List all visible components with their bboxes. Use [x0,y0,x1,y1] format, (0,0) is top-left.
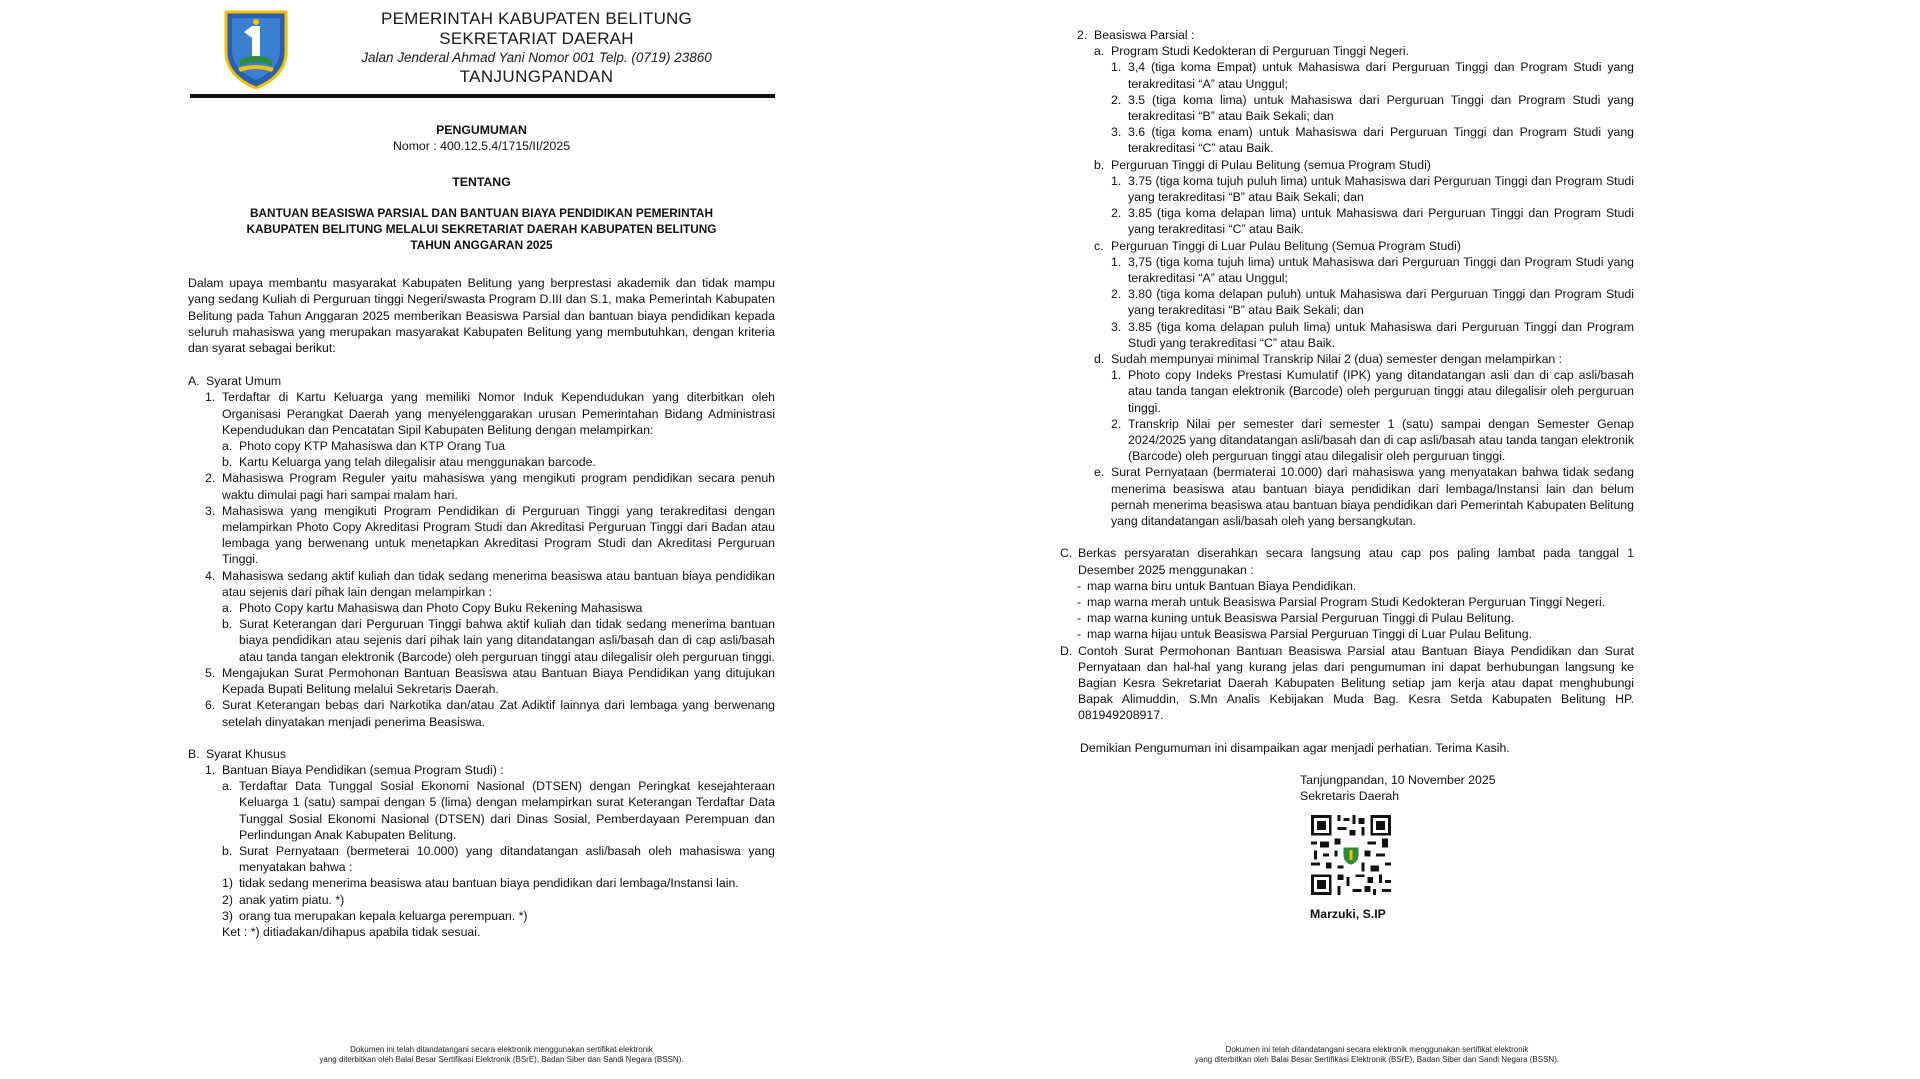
list-item: 3. Mahasiswa yang mengikuti Program Pendidikan di Perguruan Tinggi yang terakreditasi dengan melampirkan Photo Copy Akreditasi Program Studi dan Akreditasi Perguruan Tinggi dari Badan atau lembaga yang berwenang untuk menetapkan Akreditasi Program Studi dan Akreditasi Perguruan Tinggi. [205,503,775,567]
document-page-left [188,0,775,1079]
letterhead-office: SEKRETARIAT DAERAH [439,29,634,48]
list-item: 6. Surat Keterangan bebas dari Narkotika dan/atau Zat Adiktif lainnya dari lembaga yang berwenang setelah dinyatakan menjadi penerima Beasiswa. [205,698,775,729]
announcement-about: TENTANG [452,175,511,190]
list-item: 1. 3.75 (tiga koma tujuh puluh lima) untuk Mahasiswa dari Perguruan Tinggi dan Program Studi yang terakreditasi “B” atau Baik Sekali; dan [1111,173,1634,205]
list-item: c. Perguruan Tinggi di Luar Pulau Belitung (Semua Program Studi) [1094,238,1461,253]
regency-crest-icon [222,8,290,90]
qr-code-signature-icon [1308,812,1394,898]
list-item: a. Program Studi Kedokteran di Perguruan Tinggi Negeri. [1094,44,1410,59]
closing-place-date: Tanjungpandan, 10 November 2025 [1300,772,1496,787]
letterhead-city: TANJUNGPANDAN [459,67,614,86]
list-item: 1) tidak sedang menerima beasiswa atau bantuan biaya pendidikan dari lembaga/Instansi lain. [222,876,739,891]
list-item: 2. 3.80 (tiga koma delapan puluh) untuk Mahasiswa dari Perguruan Tinggi dan Program Studi yang terakreditasi “B” atau Baik Sekali; dan [1111,287,1634,318]
footer-line-1: Dokumen ini telah ditandatangani secara elektronik menggunakan sertifikat elektronik [1225,1045,1529,1054]
letterhead-text [298,9,775,87]
list-item: - map warna kuning untuk Beasiswa Parsial Perguruan Tinggi di Pulau Belitung. [1077,611,1515,626]
list-item: a. Photo Copy kartu Mahasiswa dan Photo Copy Buku Rekening Mahasiswa [222,601,643,616]
list-item: 1. 3,75 (tiga koma tujuh lima) untuk Mahasiswa dari Perguruan Tinggi dan Program Studi yang terakreditasi “A” atau Unggul; [1111,254,1634,286]
letterhead [188,0,775,92]
list-item: 3. 3.6 (tiga koma enam) untuk Mahasiswa dari Perguruan Tinggi dan Program Studi yang terakreditasi “C” atau Baik. [1111,125,1634,156]
list-item: b. Surat Keterangan dari Perguruan Tinggi bahwa aktif kuliah dan tidak sedang menerima bantuan biaya pendidikan atau sejenis dari pihak lain yang ditandatangan asli/basah dan di cap asli/basah atau tanda tangan elektronik (Barcode) oleh perguruan tinggi atau dilegalisir oleh perguruan tinggi. [222,617,775,664]
announcement-subject-1: BANTUAN BEASISWA PARSIAL DAN BANTUAN BIAYA PENDIDIKAN PEMERINTAH [250,205,713,220]
list-item: 1. Terdaftar di Kartu Keluarga yang memiliki Nomor Induk Kependudukan yang diterbitkan oleh Organisasi Perangkat Daerah yang menyelenggarakan urusan Pemerintahan Bidang Administrasi Kependudukan dan Pencatatan Sipil Kabupaten Belitung dengan melampirkan: [205,390,775,437]
footer-line-2: yang diterbitkan oleh Balai Besar Sertifikasi Elektronik (BSrE), Badan Siber dan Sandi Negara (BSSN). [1194,1055,1560,1064]
section-b-heading: B. Syarat Khusus [188,746,286,761]
closing-text: Demikian Pengumuman ini disampaikan agar menjadi perhatian. Terima Kasih. [1080,740,1510,755]
e-signature-footer [228,1045,775,1065]
list-item: b. Perguruan Tinggi di Pulau Belitung (semua Program Studi) [1094,157,1431,172]
list-item: 4. Mahasiswa sedang aktif kuliah dan tidak sedang menerima beasiswa atau bantuan biaya pendidikan atau sejenis dari pihak lain dengan melampirkan : [205,568,775,599]
section-a-heading: A. Syarat Umum [188,374,282,389]
list-item: 1. Bantuan Biaya Pendidikan (semua Program Studi) : [205,762,504,777]
announcement-subject-3: TAHUN ANGGARAN 2025 [410,238,553,253]
list-item: 3. 3.85 (tiga koma delapan puluh lima) untuk Mahasiswa dari Perguruan Tinggi dan Program Studi yang terakreditasi “C” atau Baik. [1111,319,1634,350]
list-item: e. Surat Pernyataan (bermaterai 10.000) dari mahasiswa yang menyatakan bahwa tidak sedang menerima beasiswa atau bantuan biaya pendidikan dari lembaga/Instansi lain dan belum pernah menerima beasiswa atau bantuan biaya pendidikan dari Pemerintah Kabupaten Belitung yang ditandatangan asli/basah oleh yang bersangkutan. [1094,465,1634,529]
letterhead-rule [190,94,775,98]
announcement-heading: PENGUMUMAN [436,123,527,137]
list-item: a. Photo copy KTP Mahasiswa dan KTP Orang Tua [222,439,506,454]
footer-line-1: Dokumen ini telah ditandatangani secara elektronik menggunakan sertifikat elektronik [350,1045,653,1054]
list-item: 2. Mahasiswa Program Reguler yaitu mahasiswa yang mengikuti program pendidikan secara penuh waktu dimulai pagi hari sampai malam hari. [205,471,775,502]
list-item: 2. 3.5 (tiga koma lima) untuk Mahasiswa dari Perguruan Tinggi dan Program Studi yang terakreditasi “B” atau Baik Sekali; dan [1111,92,1634,124]
letterhead-government: PEMERINTAH KABUPATEN BELITUNG [381,9,692,28]
list-item: b. Surat Pernyataan (bermeterai 10.000) yang ditandatangan asli/basah oleh mahasiswa yang menyatakan bahwa : [222,843,775,875]
closing-position: Sekretaris Daerah [1300,788,1400,803]
document-page-right [1060,0,1634,1079]
section-d: D. Contoh Surat Permohonan Bantuan Beasiswa Parsial atau Bantuan Biaya Pendidikan dan Surat Pernyataan dan hal-hal yang kurang jelas dari pengumuman ini dapat berhubungan langsung ke Bagian Kesra Sekretariat Daerah Kabupaten Belitung setiap jam kerja atau dapat menghubungi Bapak Alimuddin, S.Mn Analis Kebijakan Muda Bag. Kesra Setda Kabupaten Belitung HP. 081949208917. [1060,643,1634,723]
list-item: d. Sudah mempunyai minimal Transkrip Nilai 2 (dua) semester dengan melampirkan : [1094,352,1563,367]
list-item: - map warna merah untuk Beasiswa Parsial Program Studi Kedokteran Perguruan Tinggi Negeri. [1077,594,1606,609]
list-item: 3) orang tua merupakan kepala keluarga perempuan. *) [222,908,528,923]
signatory-name: Marzuki, S.IP [1310,907,1386,922]
list-item: 5. Mengajukan Surat Permohonan Bantuan Beasiswa atau Bantuan Biaya Pendidikan yang ditujukan Kepada Bupati Belitung melalui Sekretaris Daerah. [205,665,775,697]
list-item: a. Terdaftar Data Tunggal Sosial Ekonomi Nasional (DTSEN) dengan Peringkat kesejahteraan Keluarga 1 (satu) sampai dengan 5 (lima) dengan melampirkan surat Keterangan Terdaftar Data Tunggal Sosial Ekonomi Nasional (DTSEN) dari Dinas Sosial, Pemberdayaan Perempuan dan Perlindungan Anak Kabupaten Belitung. [222,779,775,842]
section-c: C. Berkas persyaratan diserahkan secara langsung atau cap pos paling lambat pada tanggal 1 Desember 2025 menggunakan : [1060,546,1634,577]
list-item: - map warna biru untuk Bantuan Biaya Pendidikan. [1077,578,1357,593]
list-item: 1. 3,4 (tiga koma Empat) untuk Mahasiswa dari Perguruan Tinggi dan Program Studi yang terakreditasi “A” atau Unggul; [1111,60,1634,91]
announcement-subject-2: KABUPATEN BELITUNG MELALUI SEKRETARIAT DAERAH KABUPATEN BELITUNG [246,221,717,236]
list-item: 2. Transkrip Nilai per semester dari semester 1 (satu) sampai dengan Semester Genap 2024/2025 yang ditandatangan asli/basah dan di cap asli/basah atau tanda tangan elektronik (Barcode) oleh perguruan tinggi atau dilegalisir oleh perguruan tinggi. [1111,416,1634,464]
list-item: - map warna hijau untuk Beasiswa Parsial Perguruan Tinggi di Luar Pulau Belitung. [1077,627,1532,642]
list-item: 2. Beasiswa Parsial : [1077,28,1195,42]
e-signature-footer [1120,1045,1634,1065]
list-item: 1. Photo copy Indeks Prestasi Kumulatif (IPK) yang ditandatangan asli dan di cap asli/basah atau tanda tangan elektronik (Barcode) oleh perguruan tinggi atau dilegalisir oleh perguruan tinggi. [1111,368,1634,415]
list-item: 2) anak yatim piatu. *) [222,892,345,907]
letterhead-address: Jalan Jenderal Ahmad Yani Nomor 001 Telp. (0719) 23860 [361,50,712,65]
announcement-number: Nomor : 400.12.5.4/1715/II/2025 [392,139,571,154]
list-item: 2. 3.85 (tiga koma delapan lima) untuk Mahasiswa dari Perguruan Tinggi dan Program Studi yang terakreditasi “C” atau Baik. [1111,206,1634,237]
section-b-note: Ket : *) ditiadakan/dihapus apabila tidak sesuai. [222,924,481,939]
list-item: b. Kartu Keluarga yang telah dilegalisir atau menggunakan barcode. [222,455,596,470]
intro-paragraph: Dalam upaya membantu masyarakat Kabupaten Belitung yang berprestasi akademik dan tidak mampu yang sedang Kuliah di Perguruan tinggi Negeri/swasta Program D.III dan S.1, maka Pemerintah Kabupaten Belitung pada Tahun Anggaran 2025 memberikan Beasiswa Parsial dan bantuan biaya pendidikan kepada seluruh mahasiswa yang merupakan masyarakat Kabupaten Belitung yang membutuhkan, dengan kriteria dan syarat sebagai berikut: [188,276,775,356]
footer-line-2: yang diterbitkan oleh Balai Besar Sertifikasi Elektronik (BSrE), Badan Siber dan Sandi Negara (BSSN). [319,1055,684,1064]
